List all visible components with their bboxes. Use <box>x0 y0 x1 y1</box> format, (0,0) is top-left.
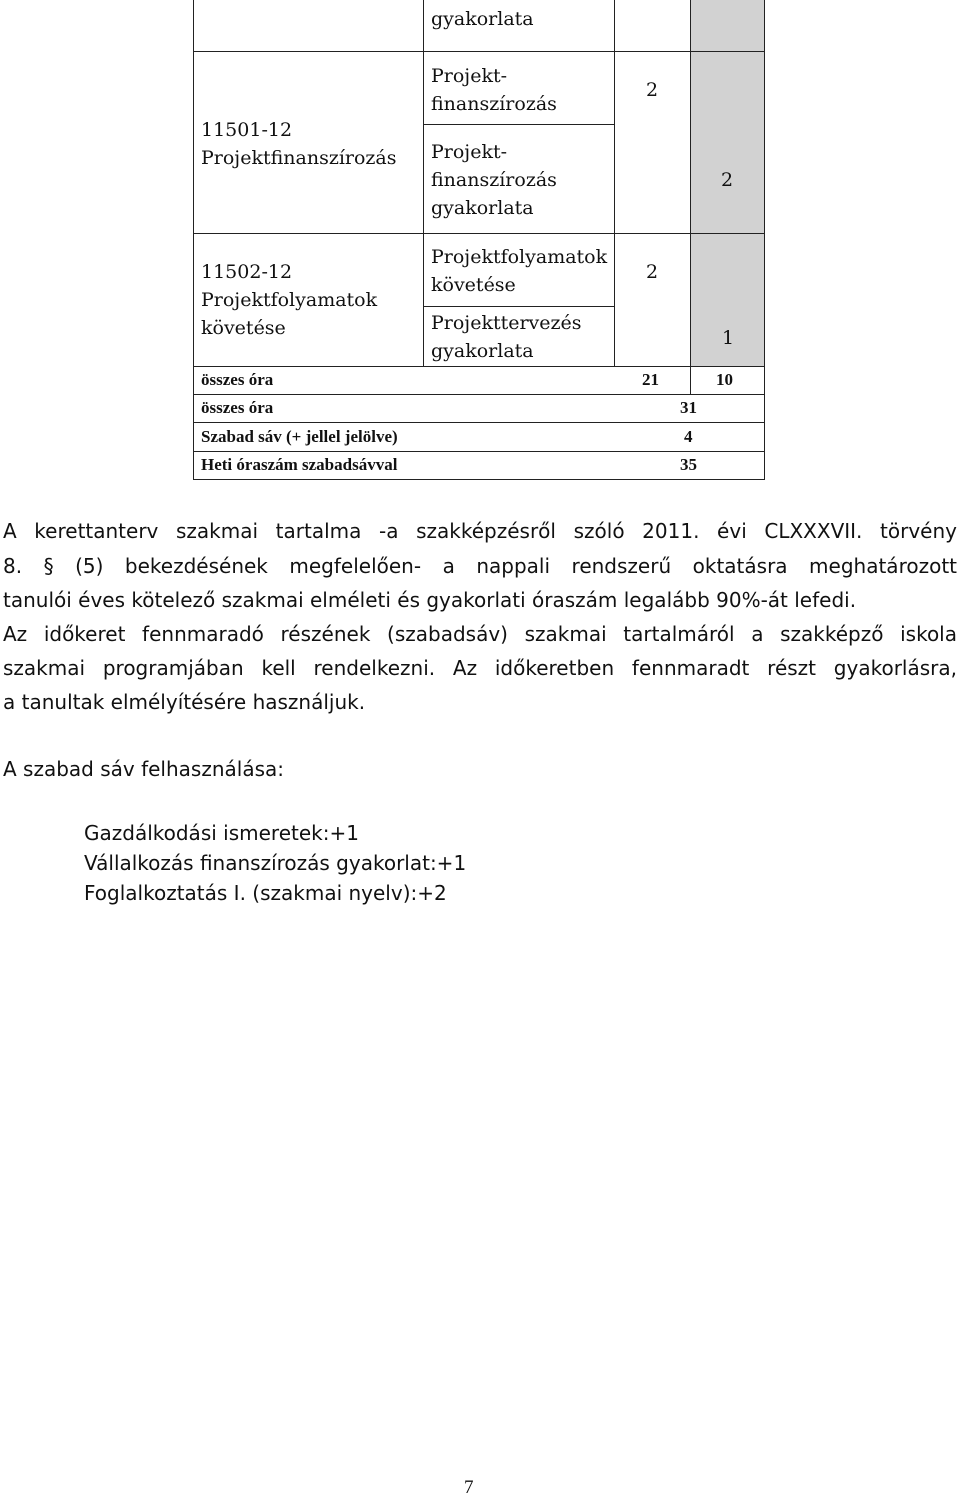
list-item: Gazdálkodási ismeretek:+1 <box>84 821 359 845</box>
free-band-value: 4 <box>684 427 693 446</box>
free-band-label: Szabad sáv (+ jellel jelölve) <box>201 427 398 446</box>
module1-code: 11501-12 <box>201 119 293 141</box>
module2-subject1-line1: Projektfolyamatok <box>431 246 608 268</box>
module1-subject1-theory: 2 <box>646 79 659 101</box>
total-hours-label: összes óra <box>201 370 274 389</box>
module1-subject2-practice: 2 <box>721 169 734 191</box>
list-item: Vállalkozás finanszírozás gyakorlat:+1 <box>84 851 467 875</box>
top-row-subject: gyakorlata <box>431 8 534 30</box>
paragraph-line-5: szakmai programjában kell rendelkezni. Az időkeretben fennmaradt részt gyakorlásra, <box>3 656 957 680</box>
module2-name-line1: Projektfolyamatok <box>201 289 378 311</box>
total-practice: 10 <box>716 370 733 389</box>
module1-name: Projektfinanszírozás <box>201 147 397 169</box>
weekly-hours-value: 35 <box>680 455 697 474</box>
module2-subject2-practice: 1 <box>722 327 735 349</box>
paragraph-line-4: Az időkeret fennmaradó részének (szabadsáv) szakmai tartalmáról a szakképző iskola <box>3 622 957 646</box>
free-band-heading: A szabad sáv felhasználása: <box>3 757 284 781</box>
module1-subject1-line2: finanszírozás <box>431 93 557 115</box>
total-hours-label-2: összes óra <box>201 398 274 417</box>
weekly-hours-label: Heti óraszám szabadsávval <box>201 455 398 474</box>
curriculum-table <box>0 0 960 480</box>
paragraph-line-3: tanulói éves kötelező szakmai elméleti és gyakorlati óraszám legalább 90%-át lefedi. <box>3 588 857 612</box>
module1-subject2-line1: Projekt- <box>431 141 508 163</box>
module2-subject1-theory: 2 <box>646 261 659 283</box>
page-number: 7 <box>464 1477 474 1498</box>
paragraph-line-1: A kerettanterv szakmai tartalma -a szakképzésről szóló 2011. évi CLXXXVII. törvény <box>3 519 957 543</box>
module1-subject2-line3: gyakorlata <box>431 197 534 219</box>
module2-name-line2: követése <box>201 317 286 339</box>
module1-subject1-line1: Projekt- <box>431 65 508 87</box>
paragraph-line-6: a tanultak elmélyítésére használjuk. <box>3 690 366 714</box>
module2-subject2-line1: Projekttervezés <box>431 312 582 334</box>
module2-code: 11502-12 <box>201 261 293 283</box>
module1-subject2-line2: finanszírozás <box>431 169 557 191</box>
list-item: Foglalkoztatás I. (szakmai nyelv):+2 <box>84 881 447 905</box>
module2-subject2-line2: gyakorlata <box>431 340 534 362</box>
module2-subject1-line2: követése <box>431 274 516 296</box>
total-theory: 21 <box>642 370 659 389</box>
total-hours-sum: 31 <box>680 398 697 417</box>
paragraph-line-2: 8. § (5) bekezdésének megfelelően- a nappali rendszerű oktatásra meghatározott <box>3 554 957 578</box>
